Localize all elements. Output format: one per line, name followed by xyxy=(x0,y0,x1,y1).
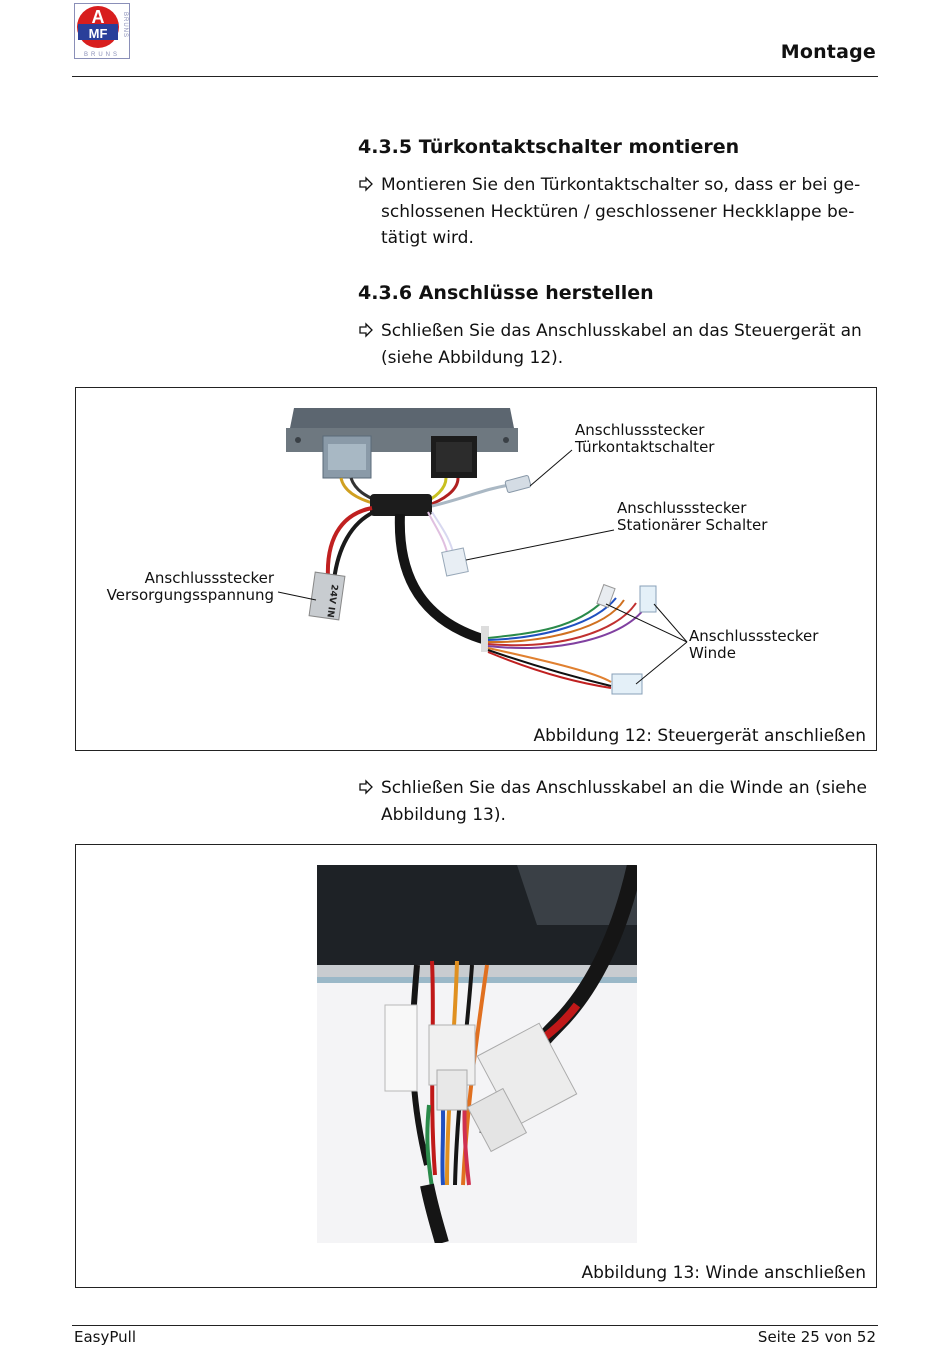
logo-letter-mf: MF xyxy=(88,26,108,41)
label-supply-connector: Anschlussstecker Versorgungsspannung xyxy=(106,569,274,604)
logo-side-text: BRUNS xyxy=(122,12,128,39)
company-logo xyxy=(74,3,130,59)
footer-page-number: Seite 25 von 52 xyxy=(757,1328,876,1346)
section-heading-4-3-6: 4.3.6 Anschlüsse herstellen xyxy=(358,282,654,304)
figure-12-caption: Abbildung 12: Steuergerät anschließen xyxy=(533,726,866,746)
section-heading-4-3-5: 4.3.5 Türkontaktschalter montieren xyxy=(358,136,740,158)
arrow-right-icon xyxy=(358,775,374,801)
arrow-right-icon xyxy=(358,172,374,198)
bullet-line: Abbildung 13). xyxy=(381,804,506,825)
figure-13 xyxy=(75,844,877,1288)
figure-12 xyxy=(75,387,877,751)
bullet-line: schlossenen Hecktüren / geschlossener Heckklappe be- xyxy=(381,201,855,222)
footer-divider xyxy=(72,1325,878,1326)
logo-letter-a: A xyxy=(91,7,105,27)
label-winch-connector: Anschlussstecker Winde xyxy=(689,627,819,662)
bullet-line: Schließen Sie das Anschlusskabel an die Winde an (siehe xyxy=(381,778,868,798)
instruction-bullet xyxy=(358,318,876,371)
winch-connection-photo xyxy=(317,865,637,1243)
bullet-line: tätigt wird. xyxy=(381,228,474,248)
bullet-line: (siehe Abbildung 12). xyxy=(381,347,564,368)
bullet-line: Schließen Sie das Anschlusskabel an das Steuergerät an xyxy=(381,321,862,341)
footer-product-name: EasyPull xyxy=(74,1328,136,1346)
header-divider xyxy=(72,76,878,77)
header-title: Montage xyxy=(780,41,876,63)
figure-13-caption: Abbildung 13: Winde anschließen xyxy=(581,1263,866,1283)
instruction-bullet xyxy=(358,172,876,252)
label-stationary-switch-connector: Anschlussstecker Stationärer Schalter xyxy=(617,499,768,534)
arrow-right-icon xyxy=(358,318,374,344)
bullet-line: Montieren Sie den Türkontaktschalter so, dass er bei ge- xyxy=(381,175,861,195)
label-door-switch-connector: Anschlussstecker Türkontaktschalter xyxy=(575,421,715,456)
logo-bottom-text: BRUNS xyxy=(83,52,121,58)
instruction-bullet xyxy=(358,775,876,828)
plug-label-24v: 24V IN xyxy=(324,583,339,619)
